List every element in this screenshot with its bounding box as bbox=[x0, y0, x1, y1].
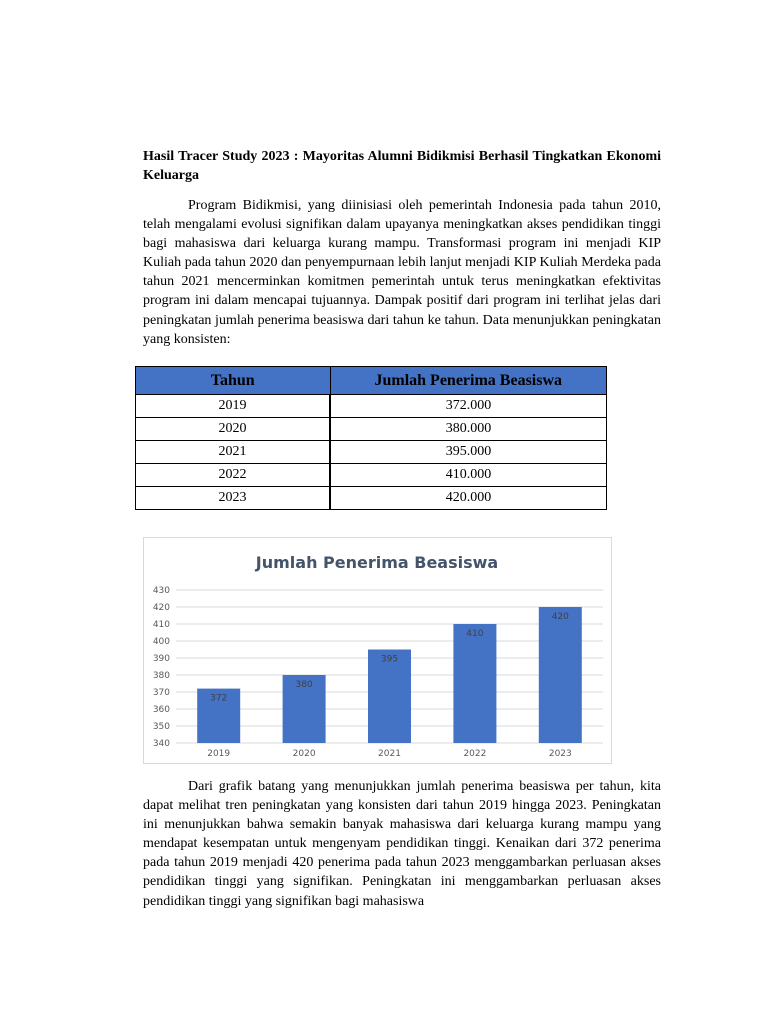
y-tick-label: 390 bbox=[152, 654, 170, 664]
bar-chart bbox=[143, 537, 612, 764]
bar-chart-canvas bbox=[144, 538, 611, 763]
x-tick-label: 2023 bbox=[548, 749, 572, 759]
y-tick-label: 360 bbox=[152, 705, 170, 715]
y-tick-label: 410 bbox=[152, 620, 170, 630]
header-recipients: Jumlah Penerima Beasiswa bbox=[330, 367, 607, 395]
table-row bbox=[136, 395, 607, 418]
x-tick-label: 2020 bbox=[292, 749, 316, 759]
cell-recipients: 395.000 bbox=[330, 441, 607, 464]
cell-recipients: 420.000 bbox=[330, 487, 607, 510]
cell-year: 2020 bbox=[136, 418, 331, 441]
y-tick-label: 400 bbox=[152, 637, 170, 647]
header-year: Tahun bbox=[136, 367, 331, 395]
table-row bbox=[136, 441, 607, 464]
x-tick-label: 2022 bbox=[463, 749, 487, 759]
cell-recipients: 380.000 bbox=[330, 418, 607, 441]
data-label: 420 bbox=[551, 612, 569, 622]
data-label: 395 bbox=[380, 654, 399, 665]
x-tick-label: 2021 bbox=[378, 749, 401, 759]
cell-recipients: 410.000 bbox=[330, 464, 607, 487]
table-row bbox=[136, 487, 607, 510]
y-tick-label: 370 bbox=[152, 688, 170, 698]
cell-year: 2019 bbox=[136, 395, 331, 418]
chart-title: Jumlah Penerima Beasiswa bbox=[255, 553, 499, 572]
analysis-paragraph: Dari grafik batang yang menunjukkan jumlah penerima beasiswa per tahun, kita dapat melihat tren peningkatan yang konsisten dari tahun 2019 hingga 2023. Peningkatan ini menunjukkan bahwa semakin banyak mahasiswa dari keluarga kurang mampu yang mendapat kesempatan untuk mengenyam pendidikan tinggi. Kenaikan dari 372 penerima pada tahun 2019 menjadi 420 penerima pada tahun 2023 menggambarkan perluasan akses pendidikan tinggi yang signifikan. Peningkatan ini menggambarkan perluasan akses pendidikan tinggi yang signifikan bagi mahasiswa bbox=[143, 779, 661, 909]
cell-year: 2021 bbox=[136, 441, 331, 464]
recipients-table bbox=[135, 366, 607, 510]
y-tick-label: 380 bbox=[152, 671, 170, 681]
y-tick-label: 420 bbox=[152, 603, 170, 613]
bar-2023 bbox=[539, 607, 582, 743]
bar-2022 bbox=[453, 624, 496, 743]
page-title: Hasil Tracer Study 2023 : Mayoritas Alumni Bidikmisi Berhasil Tingkatkan Ekonomi Keluarga bbox=[143, 149, 661, 183]
intro-paragraph: Program Bidikmisi, yang diinisiasi oleh pemerintah Indonesia pada tahun 2010, telah mengalami evolusi signifikan dalam upayanya meningkatkan akses pendidikan tinggi bagi mahasiswa dari keluarga kurang mampu. Transformasi program ini menjadi KIP Kuliah pada tahun 2020 dan penyempurnaan lebih lanjut menjadi KIP Kuliah Merdeka pada tahun 2021 mencerminkan komitmen pemerintah untuk terus meningkatkan efektivitas program ini dalam mencapai tujuannya. Dampak positif dari program ini terlihat jelas dari peningkatan jumlah penerima beasiswa dari tahun ke tahun. Data menunjukkan peningkatan yang konsisten: bbox=[143, 198, 661, 347]
table-header-row bbox=[136, 367, 607, 395]
cell-year: 2022 bbox=[136, 464, 331, 487]
cell-year: 2023 bbox=[136, 487, 331, 510]
table-row bbox=[136, 418, 607, 441]
y-tick-label: 340 bbox=[152, 739, 170, 749]
data-label: 372 bbox=[210, 693, 228, 704]
data-label: 380 bbox=[295, 680, 313, 690]
table-row bbox=[136, 464, 607, 487]
cell-recipients: 372.000 bbox=[330, 395, 607, 418]
x-tick-label: 2019 bbox=[207, 749, 231, 759]
y-tick-label: 350 bbox=[152, 722, 170, 732]
data-label: 410 bbox=[466, 629, 484, 639]
y-tick-label: 430 bbox=[152, 586, 170, 596]
